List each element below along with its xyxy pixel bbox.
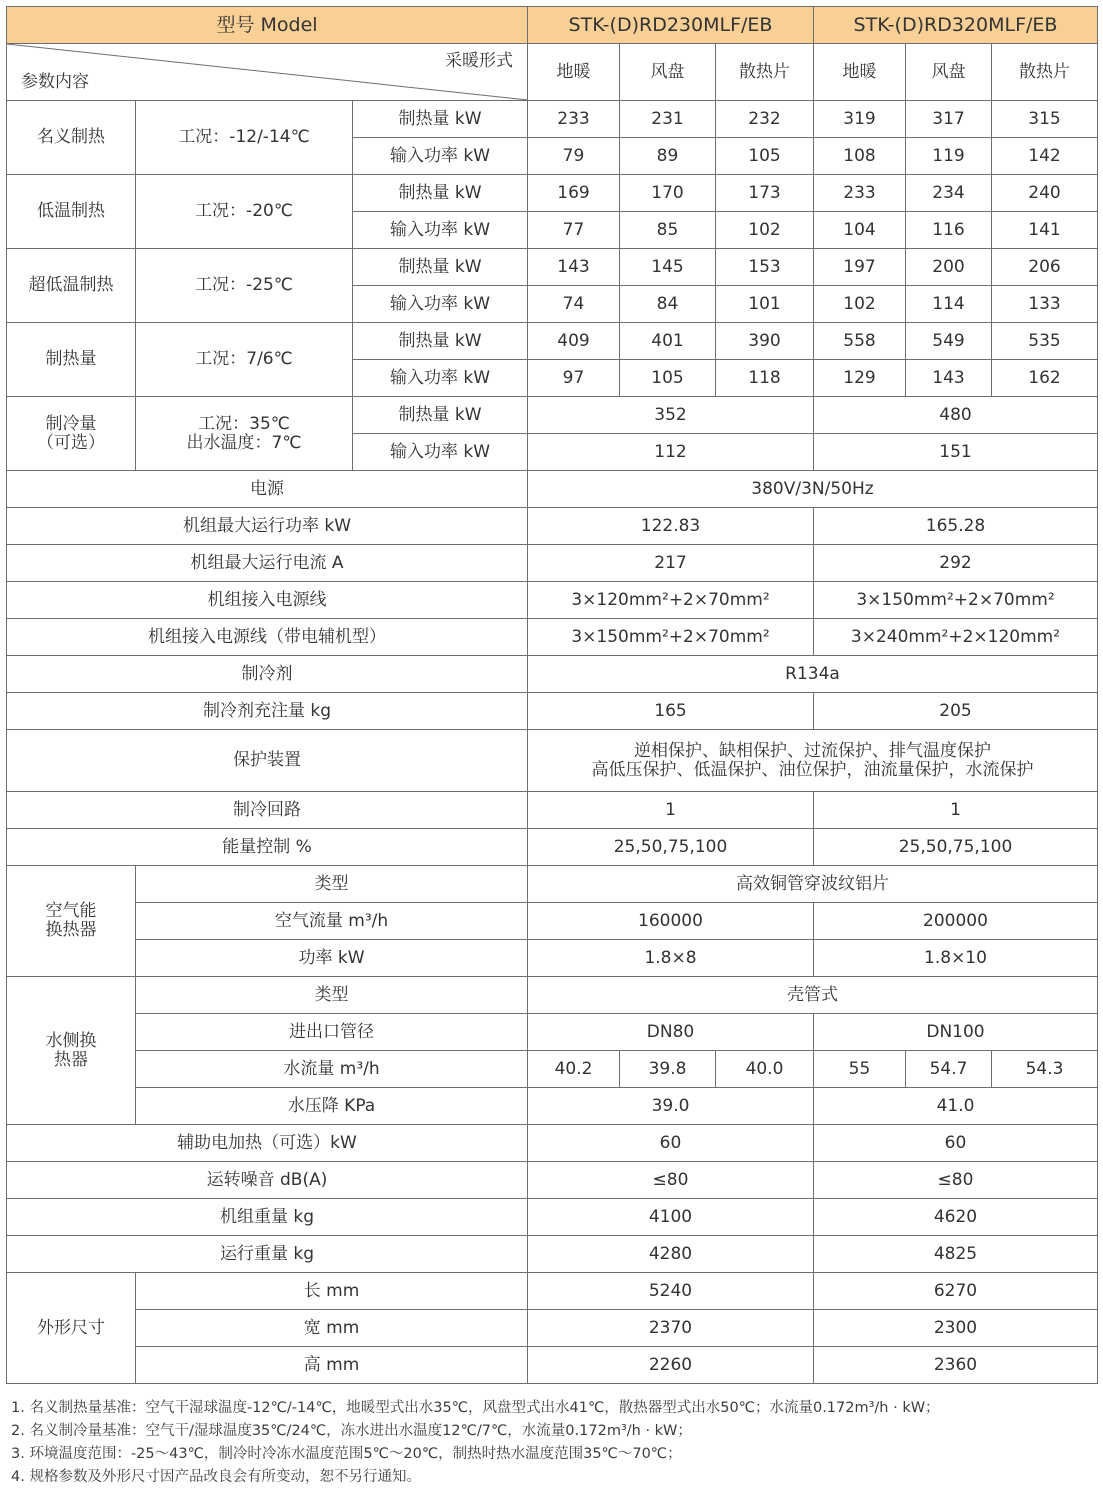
value-cell: R134a bbox=[528, 656, 1098, 693]
value-cell: 160000 bbox=[528, 903, 814, 940]
value-cell: 231 bbox=[620, 101, 716, 138]
row-label: 机组最大运行功率 kW bbox=[7, 508, 528, 545]
value-cell: 25,50,75,100 bbox=[528, 829, 814, 866]
value-cell: 105 bbox=[620, 360, 716, 397]
value-cell: 173 bbox=[716, 175, 814, 212]
value-cell: 54.3 bbox=[992, 1051, 1098, 1088]
air-hx-name-line1: 空气能 bbox=[45, 901, 97, 921]
row-label: 类型 bbox=[136, 866, 528, 903]
value-cell: 401 bbox=[620, 323, 716, 360]
heating-row bbox=[7, 249, 1098, 286]
corner-header-cell bbox=[7, 44, 528, 101]
value-cell: ≤80 bbox=[814, 1162, 1098, 1199]
water-hx-name-line2: 热器 bbox=[54, 1049, 88, 1070]
value-cell: 118 bbox=[716, 360, 814, 397]
heating-group-name: 制热量 bbox=[7, 323, 136, 397]
value-cell: 162 bbox=[992, 360, 1098, 397]
max-power-row bbox=[7, 508, 1098, 545]
cooling-name-line2: （可选） bbox=[37, 432, 105, 453]
spec-table bbox=[6, 6, 1098, 1384]
power-cable-aux-row bbox=[7, 619, 1098, 656]
mode-header: 地暖 bbox=[814, 44, 906, 101]
charge-row bbox=[7, 693, 1098, 730]
value-cell: 116 bbox=[906, 212, 992, 249]
value-cell: 352 bbox=[528, 397, 814, 434]
value-cell: 317 bbox=[906, 101, 992, 138]
value-cell: 39.8 bbox=[620, 1051, 716, 1088]
water-hx-row bbox=[7, 977, 1098, 1014]
mode-header: 风盘 bbox=[906, 44, 992, 101]
value-cell: 165.28 bbox=[814, 508, 1098, 545]
operating-weight-row bbox=[7, 1236, 1098, 1273]
heating-mode-label: 采暖形式 bbox=[445, 51, 513, 71]
value-cell: 169 bbox=[528, 175, 620, 212]
cooling-cond-line1: 工况：35℃ bbox=[198, 413, 290, 434]
value-cell: 200 bbox=[906, 249, 992, 286]
value-cell: ≤80 bbox=[528, 1162, 814, 1199]
heating-condition: 工况：-20℃ bbox=[136, 175, 353, 249]
row-label: 长 mm bbox=[136, 1273, 528, 1310]
value-cell: 315 bbox=[992, 101, 1098, 138]
value-cell: 102 bbox=[716, 212, 814, 249]
air-hx-row bbox=[7, 903, 1098, 940]
value-cell: 41.0 bbox=[814, 1088, 1098, 1125]
protection-line1: 逆相保护、缺相保护、过流保护、排气温度保护 bbox=[634, 740, 991, 761]
heating-group-name: 名义制热 bbox=[7, 101, 136, 175]
value-cell: 3×240mm²+2×120mm² bbox=[814, 619, 1098, 656]
metric-label: 输入功率 kW bbox=[353, 434, 528, 471]
value-cell: 4825 bbox=[814, 1236, 1098, 1273]
row-label: 保护装置 bbox=[7, 730, 528, 792]
unit-weight-row bbox=[7, 1199, 1098, 1236]
value-cell: 129 bbox=[814, 360, 906, 397]
value-cell: 145 bbox=[620, 249, 716, 286]
value-cell: 3×150mm²+2×70mm² bbox=[814, 582, 1098, 619]
row-label: 电源 bbox=[7, 471, 528, 508]
value-cell: 60 bbox=[814, 1125, 1098, 1162]
noise-row bbox=[7, 1162, 1098, 1199]
value-cell: 558 bbox=[814, 323, 906, 360]
value-cell: 104 bbox=[814, 212, 906, 249]
value-cell: 114 bbox=[906, 286, 992, 323]
row-label: 水流量 m³/h bbox=[136, 1051, 528, 1088]
heating-row bbox=[7, 323, 1098, 360]
value-cell: 2370 bbox=[528, 1310, 814, 1347]
metric-label: 制热量 kW bbox=[353, 175, 528, 212]
air-hx-row bbox=[7, 940, 1098, 977]
value-cell: 319 bbox=[814, 101, 906, 138]
value-cell: 105 bbox=[716, 138, 814, 175]
power-cable-row bbox=[7, 582, 1098, 619]
value-cell: 112 bbox=[528, 434, 814, 471]
mode-header: 散热片 bbox=[992, 44, 1098, 101]
mode-header: 风盘 bbox=[620, 44, 716, 101]
value-cell: 4100 bbox=[528, 1199, 814, 1236]
value-cell: 233 bbox=[814, 175, 906, 212]
water-hx-row bbox=[7, 1051, 1098, 1088]
air-hx-row bbox=[7, 866, 1098, 903]
water-hx-row bbox=[7, 1088, 1098, 1125]
cooling-row bbox=[7, 397, 1098, 434]
model-header-row bbox=[7, 7, 1098, 44]
max-current-row bbox=[7, 545, 1098, 582]
row-label: 制冷剂充注量 kg bbox=[7, 693, 528, 730]
metric-label: 输入功率 kW bbox=[353, 138, 528, 175]
protection-row bbox=[7, 730, 1098, 792]
value-cell: 4280 bbox=[528, 1236, 814, 1273]
row-label: 运行重量 kg bbox=[7, 1236, 528, 1273]
row-label: 高 mm bbox=[136, 1347, 528, 1384]
dimension-row bbox=[7, 1347, 1098, 1384]
cooling-condition bbox=[136, 397, 353, 471]
value-cell: 5240 bbox=[528, 1273, 814, 1310]
cooling-name-line1: 制冷量 bbox=[45, 413, 97, 434]
value-cell: 102 bbox=[814, 286, 906, 323]
value-cell: 380V/3N/50Hz bbox=[528, 471, 1098, 508]
row-label: 机组接入电源线 bbox=[7, 582, 528, 619]
row-label: 机组最大运行电流 A bbox=[7, 545, 528, 582]
value-cell: 高效铜管穿波纹铝片 bbox=[528, 866, 1098, 903]
value-cell: 1.8×8 bbox=[528, 940, 814, 977]
value-cell: 233 bbox=[528, 101, 620, 138]
heating-group-name: 超低温制热 bbox=[7, 249, 136, 323]
value-cell: 79 bbox=[528, 138, 620, 175]
spec-table-body bbox=[7, 7, 1098, 1384]
row-label: 机组重量 kg bbox=[7, 1199, 528, 1236]
value-cell: 549 bbox=[906, 323, 992, 360]
row-label: 进出口管径 bbox=[136, 1014, 528, 1051]
value-cell: 4620 bbox=[814, 1199, 1098, 1236]
value-cell: 165 bbox=[528, 693, 814, 730]
metric-label: 制热量 kW bbox=[353, 323, 528, 360]
value-cell: 240 bbox=[992, 175, 1098, 212]
footnote: 3. 环境温度范围：-25～43℃，制冷时冷冻水温度范围5℃～20℃，制热时热水温度范围35℃～70℃； bbox=[11, 1446, 682, 1462]
value-cell: 108 bbox=[814, 138, 906, 175]
cooling-group-name bbox=[7, 397, 136, 471]
value-cell: 234 bbox=[906, 175, 992, 212]
value-cell: 60 bbox=[528, 1125, 814, 1162]
mode-header: 地暖 bbox=[528, 44, 620, 101]
value-cell: DN100 bbox=[814, 1014, 1098, 1051]
water-hx-row bbox=[7, 1014, 1098, 1051]
value-cell: 壳管式 bbox=[528, 977, 1098, 1014]
value-cell: 205 bbox=[814, 693, 1098, 730]
power-supply-row bbox=[7, 471, 1098, 508]
value-cell: 6270 bbox=[814, 1273, 1098, 1310]
value-cell: 206 bbox=[992, 249, 1098, 286]
value-cell: 3×120mm²+2×70mm² bbox=[528, 582, 814, 619]
row-label: 运转噪音 dB(A) bbox=[7, 1162, 528, 1199]
value-cell: 85 bbox=[620, 212, 716, 249]
row-label: 机组接入电源线（带电辅机型） bbox=[7, 619, 528, 656]
value-cell: 143 bbox=[528, 249, 620, 286]
value-cell: 197 bbox=[814, 249, 906, 286]
protection-line2: 高低压保护、低温保护、油位保护，油流量保护，水流保护 bbox=[591, 759, 1034, 780]
footnote: 4. 规格参数及外形尺寸因产品改良会有所变动，恕不另行通知。 bbox=[11, 1469, 421, 1485]
row-label: 类型 bbox=[136, 977, 528, 1014]
model-a-header: STK-(D)RD230MLF/EB bbox=[528, 7, 814, 44]
water-hx-name-line1: 水侧换 bbox=[45, 1030, 97, 1051]
value-cell: 142 bbox=[992, 138, 1098, 175]
row-label: 制冷剂 bbox=[7, 656, 528, 693]
value-cell: 119 bbox=[906, 138, 992, 175]
metric-label: 输入功率 kW bbox=[353, 360, 528, 397]
value-cell: 3×150mm²+2×70mm² bbox=[528, 619, 814, 656]
row-label: 辅助电加热（可选）kW bbox=[7, 1125, 528, 1162]
mode-header: 散热片 bbox=[716, 44, 814, 101]
value-cell: 25,50,75,100 bbox=[814, 829, 1098, 866]
protection-value bbox=[528, 730, 1098, 792]
value-cell: 89 bbox=[620, 138, 716, 175]
value-cell: 122.83 bbox=[528, 508, 814, 545]
refrigerant-row bbox=[7, 656, 1098, 693]
parameter-label: 参数内容 bbox=[21, 72, 89, 92]
value-cell: 170 bbox=[620, 175, 716, 212]
dimension-row bbox=[7, 1273, 1098, 1310]
value-cell: 232 bbox=[716, 101, 814, 138]
heating-condition: 工况：7/6℃ bbox=[136, 323, 353, 397]
value-cell: 141 bbox=[992, 212, 1098, 249]
value-cell: 1 bbox=[528, 792, 814, 829]
row-label: 制冷回路 bbox=[7, 792, 528, 829]
water-hx-group-name bbox=[7, 977, 136, 1125]
value-cell: 480 bbox=[814, 397, 1098, 434]
value-cell: 40.2 bbox=[528, 1051, 620, 1088]
value-cell: 153 bbox=[716, 249, 814, 286]
value-cell: 77 bbox=[528, 212, 620, 249]
metric-label: 输入功率 kW bbox=[353, 212, 528, 249]
value-cell: 74 bbox=[528, 286, 620, 323]
heating-group-name: 低温制热 bbox=[7, 175, 136, 249]
air-hx-name-line2: 换热器 bbox=[45, 920, 97, 940]
dimension-row bbox=[7, 1310, 1098, 1347]
mode-header-row bbox=[7, 44, 1098, 101]
row-label: 水压降 KPa bbox=[136, 1088, 528, 1125]
value-cell: 2260 bbox=[528, 1347, 814, 1384]
air-hx-group-name bbox=[7, 866, 136, 977]
metric-label: 制热量 kW bbox=[353, 101, 528, 138]
value-cell: 217 bbox=[528, 545, 814, 582]
value-cell: 39.0 bbox=[528, 1088, 814, 1125]
value-cell: 133 bbox=[992, 286, 1098, 323]
row-label: 功率 kW bbox=[136, 940, 528, 977]
value-cell: DN80 bbox=[528, 1014, 814, 1051]
row-label: 宽 mm bbox=[136, 1310, 528, 1347]
dimensions-group-name: 外形尺寸 bbox=[7, 1273, 136, 1384]
value-cell: 409 bbox=[528, 323, 620, 360]
heating-condition: 工况：-12/-14℃ bbox=[136, 101, 353, 175]
value-cell: 390 bbox=[716, 323, 814, 360]
value-cell: 200000 bbox=[814, 903, 1098, 940]
model-label: 型号 Model bbox=[7, 7, 528, 44]
footnotes bbox=[11, 1397, 1096, 1489]
value-cell: 97 bbox=[528, 360, 620, 397]
value-cell: 40.0 bbox=[716, 1051, 814, 1088]
footnote: 2. 名义制冷量基准：空气干/湿球温度35℃/24℃，冻水进出水温度12℃/7℃，水流量0.172m³/h · kW； bbox=[11, 1423, 692, 1439]
capacity-control-row bbox=[7, 829, 1098, 866]
aux-heater-row bbox=[7, 1125, 1098, 1162]
value-cell: 151 bbox=[814, 434, 1098, 471]
value-cell: 292 bbox=[814, 545, 1098, 582]
value-cell: 55 bbox=[814, 1051, 906, 1088]
value-cell: 101 bbox=[716, 286, 814, 323]
metric-label: 输入功率 kW bbox=[353, 286, 528, 323]
metric-label: 制热量 kW bbox=[353, 397, 528, 434]
value-cell: 54.7 bbox=[906, 1051, 992, 1088]
row-label: 能量控制 % bbox=[7, 829, 528, 866]
metric-label: 制热量 kW bbox=[353, 249, 528, 286]
heating-condition: 工况：-25℃ bbox=[136, 249, 353, 323]
value-cell: 84 bbox=[620, 286, 716, 323]
heating-row bbox=[7, 101, 1098, 138]
value-cell: 1.8×10 bbox=[814, 940, 1098, 977]
value-cell: 2300 bbox=[814, 1310, 1098, 1347]
footnote: 1. 名义制热量基准：空气干湿球温度-12℃/-14℃，地暖型式出水35℃，风盘型式出水41℃，散热器型式出水50℃；水流量0.172m³/h · kW； bbox=[11, 1400, 940, 1416]
value-cell: 1 bbox=[814, 792, 1098, 829]
value-cell: 143 bbox=[906, 360, 992, 397]
value-cell: 2360 bbox=[814, 1347, 1098, 1384]
heating-row bbox=[7, 175, 1098, 212]
circuits-row bbox=[7, 792, 1098, 829]
cooling-cond-line2: 出水温度：7℃ bbox=[186, 432, 302, 453]
model-b-header: STK-(D)RD320MLF/EB bbox=[814, 7, 1098, 44]
row-label: 空气流量 m³/h bbox=[136, 903, 528, 940]
value-cell: 535 bbox=[992, 323, 1098, 360]
